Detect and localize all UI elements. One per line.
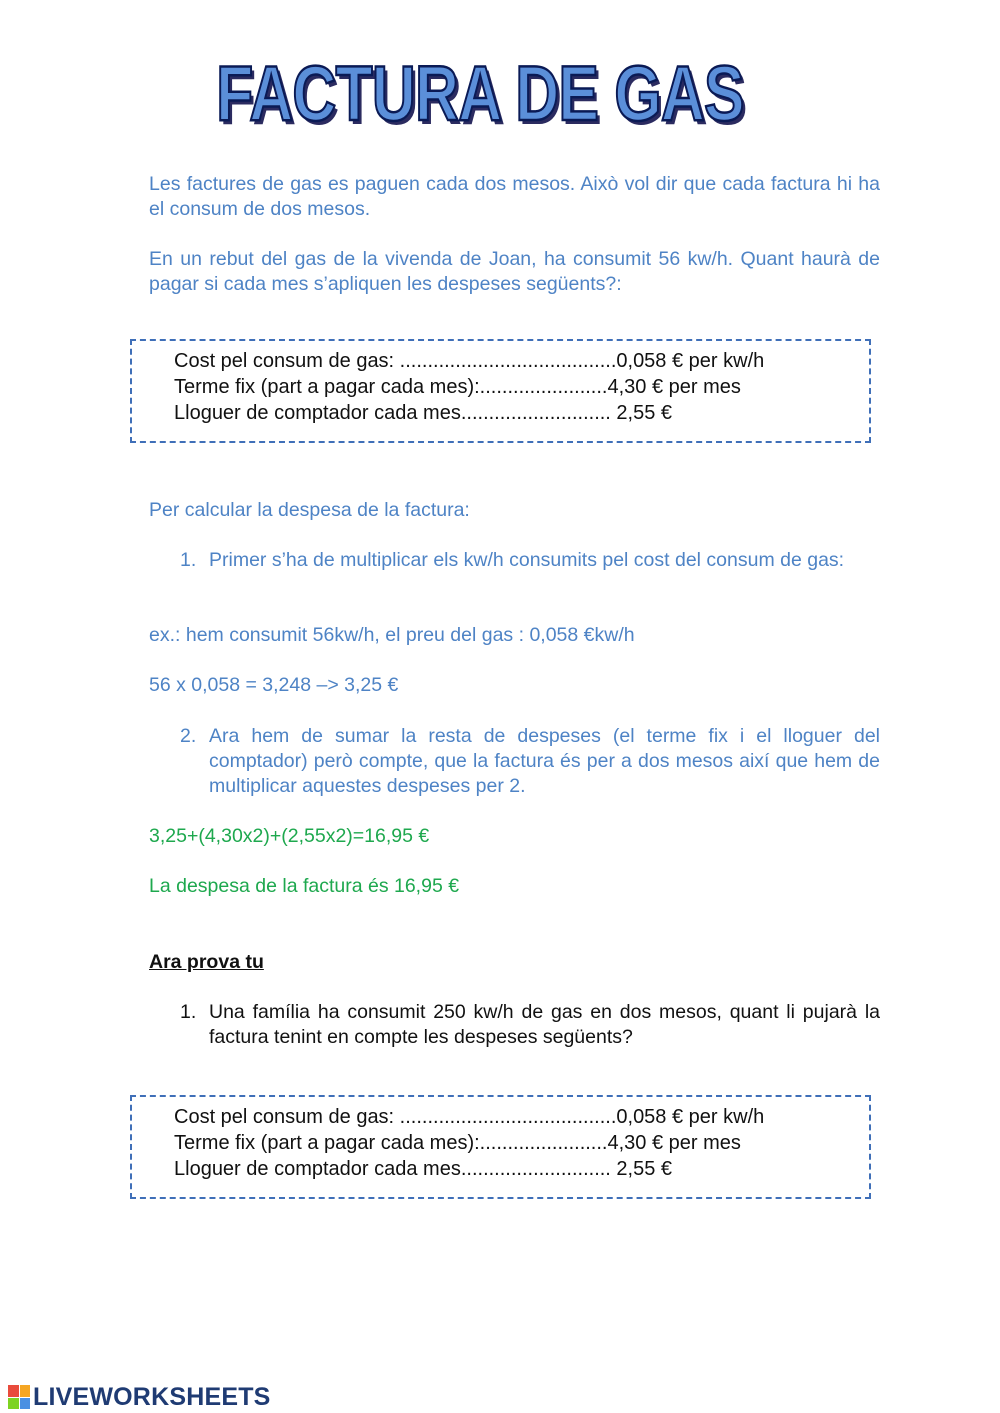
liveworksheets-logo[interactable]	[8, 1382, 271, 1412]
step-1-text: Primer s’ha de multiplicar els kw/h consumits pel cost del consum de gas:	[209, 549, 845, 571]
intro-paragraph-2: En un rebut del gas de la vivenda de Joan, ha consumit 56 kw/h. Quant haurà de pagar si cada mes s’apliquen les despeses següents?:	[149, 248, 880, 295]
step-2-number: 2.	[180, 725, 197, 747]
result-text: La despesa de la factura és 16,95 €	[149, 875, 460, 897]
cost-line-meter: Lloguer de comptador cada mes........................... 2,55 €	[174, 1158, 673, 1180]
cost-line-fixed: Terme fix (part a pagar cada mes):.......................4,30 € per mes	[174, 1132, 741, 1154]
liveworksheets-logo-icon	[8, 1385, 30, 1409]
logo-text: LIVEWORKSHEETS	[33, 1382, 271, 1411]
step-1	[180, 548, 880, 598]
calculation-1: 56 x 0,058 = 3,248 –> 3,25 €	[149, 674, 399, 696]
calculation-2: 3,25+(4,30x2)+(2,55x2)=16,95 €	[149, 825, 430, 847]
page-title: FACTURA DE GAS	[216, 49, 744, 137]
cost-line-gas: Cost pel consum de gas: .......................................0,058 € per kw/h	[174, 1106, 765, 1128]
cost-box-example	[130, 339, 871, 443]
cost-line-gas: Cost pel consum de gas: .......................................0,058 € per kw/h	[174, 350, 765, 372]
cost-line-meter: Lloguer de comptador cada mes........................... 2,55 €	[174, 402, 673, 424]
step-1-number: 1.	[180, 549, 197, 571]
exercise-question-1	[180, 1000, 880, 1050]
explanation-intro: Per calcular la despesa de la factura:	[149, 499, 470, 521]
step-2	[180, 724, 880, 799]
question-1-number: 1.	[180, 1001, 197, 1023]
example-text: ex.: hem consumit 56kw/h, el preu del gas : 0,058 €kw/h	[149, 624, 635, 646]
intro-paragraph-1: Les factures de gas es paguen cada dos mesos. Això vol dir que cada factura hi ha el consum de dos mesos.	[149, 173, 880, 220]
step-2-text: Ara hem de sumar la resta de despeses (el terme fix i el lloguer del comptador) però compte, que la factura és per a dos mesos així que hem de multiplicar aquestes despeses per 2.	[209, 725, 880, 797]
cost-line-fixed: Terme fix (part a pagar cada mes):.......................4,30 € per mes	[174, 376, 741, 398]
question-1-text: Una família ha consumit 250 kw/h de gas en dos mesos, quant li pujarà la factura tenint en compte les despeses següents?	[209, 1001, 880, 1048]
cost-box-exercise	[130, 1095, 871, 1199]
exercise-heading: Ara prova tu	[149, 951, 264, 973]
